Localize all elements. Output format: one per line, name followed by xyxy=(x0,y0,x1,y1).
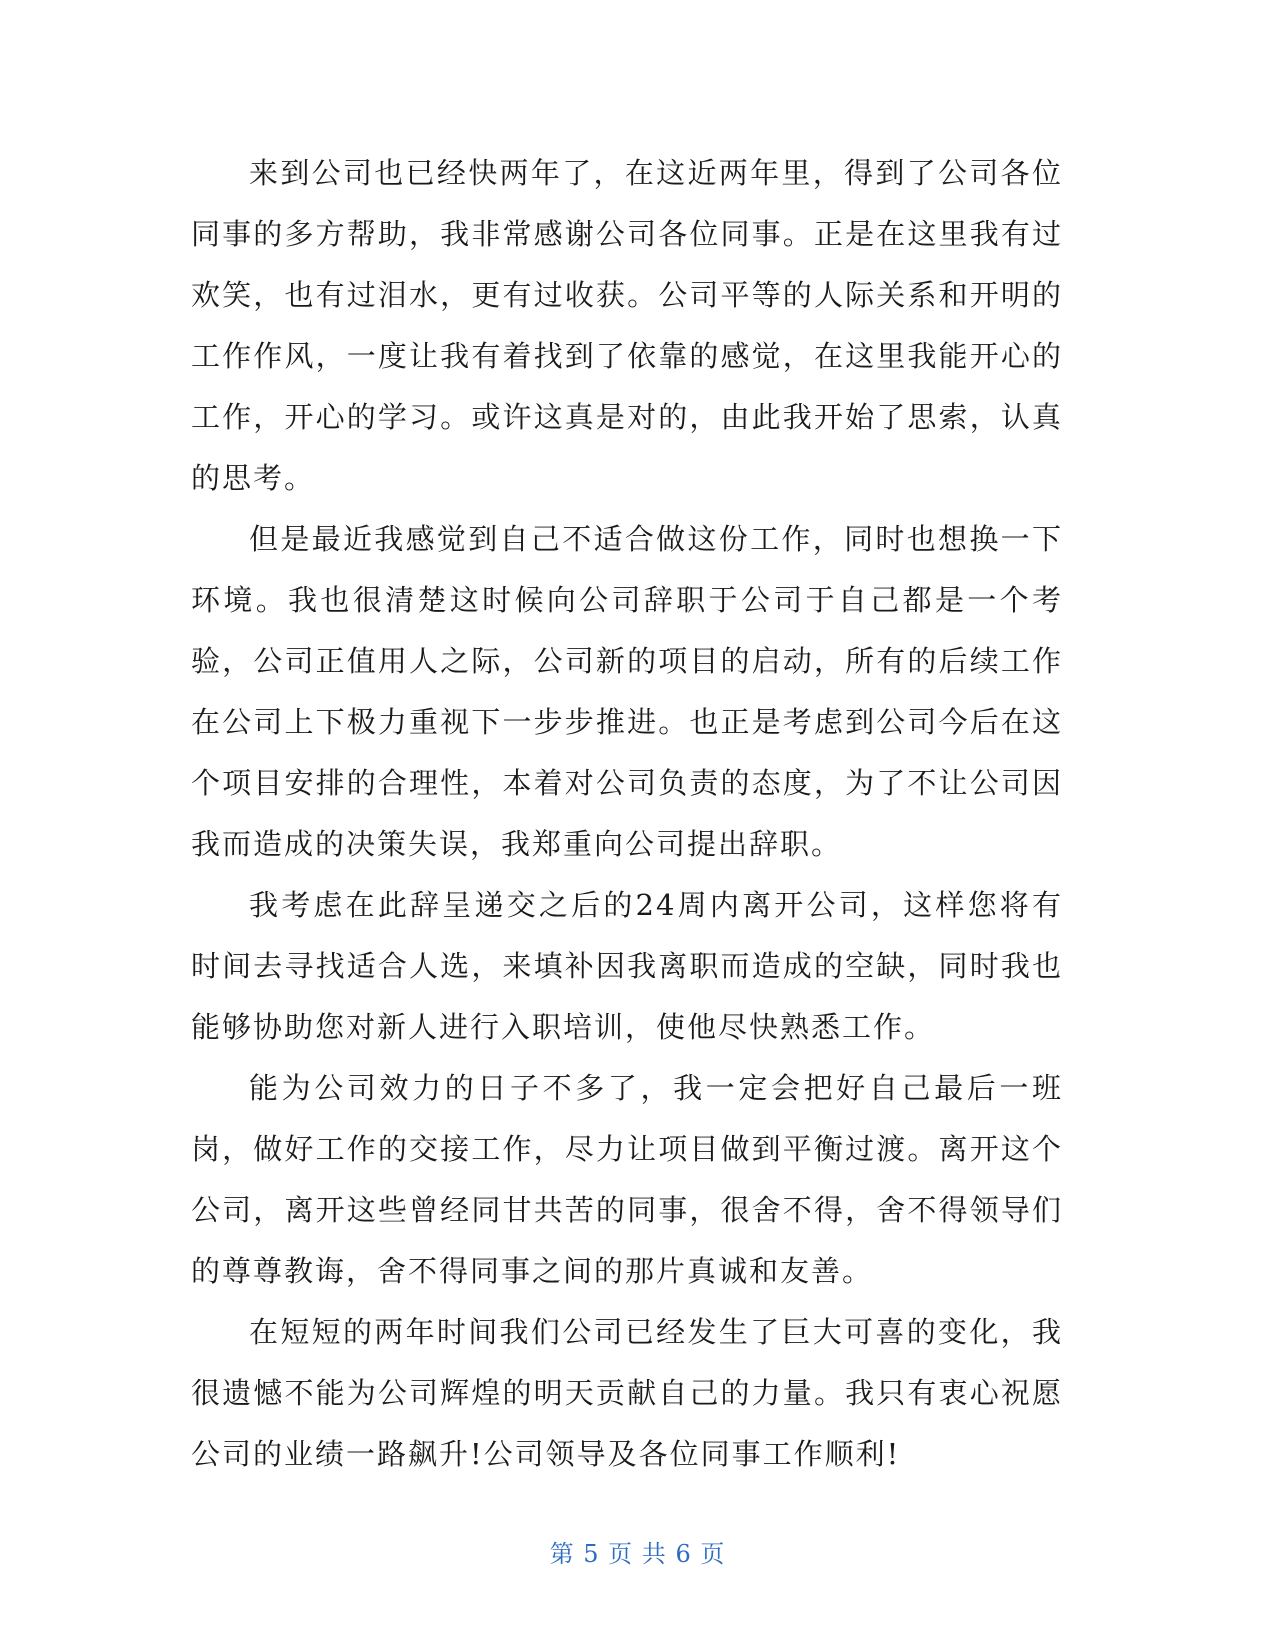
page-footer: 第 5 页 共 6 页 xyxy=(549,1540,726,1568)
paragraph-5: 在短短的两年时间我们公司已经发生了巨大可喜的变化，我很遗憾不能为公司辉煌的明天贡献自己的力量。我只有衷心祝愿公司的业绩一路飙升!公司领导及各位同事工作顺利! xyxy=(191,1315,1063,1471)
paragraph-4: 能为公司效力的日子不多了，我一定会把好自己最后一班岗，做好工作的交接工作，尽力让项目做到平衡过渡。离开这个公司，离开这些曾经同甘共苦的同事，很舍不得，舍不得领导们的尊尊教诲，舍不得同事之间的那片真诚和友善。 xyxy=(191,1071,1063,1288)
paragraph-3: 我考虑在此辞呈递交之后的24周内离开公司，这样您将有时间去寻找适合人选，来填补因我离职而造成的空缺，同时我也能够协助您对新人进行入职培训，使他尽快熟悉工作。 xyxy=(191,888,1063,1044)
paragraph-1: 来到公司也已经快两年了，在这近两年里，得到了公司各位同事的多方帮助，我非常感谢公司各位同事。正是在这里我有过欢笑，也有过泪水，更有过收获。公司平等的人际关系和开明的工作作风，一度让我有着找到了依靠的感觉，在这里我能开心的工作，开心的学习。或许这真是对的，由此我开始了思索，认真的思考。 xyxy=(191,156,1063,495)
paragraph-2: 但是最近我感觉到自己不适合做这份工作，同时也想换一下环境。我也很清楚这时候向公司辞职于公司于自己都是一个考验，公司正值用人之际，公司新的项目的启动，所有的后续工作在公司上下极力重视下一步步推进。也正是考虑到公司今后在这个项目安排的合理性，本着对公司负责的态度，为了不让公司因我而造成的决策失误，我郑重向公司提出辞职。 xyxy=(191,522,1063,861)
document-body xyxy=(191,143,1063,1485)
